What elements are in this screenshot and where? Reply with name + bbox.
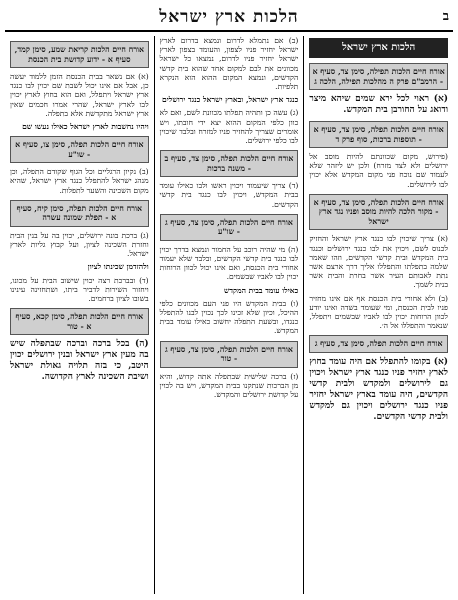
source-box: אורח חיים הלכות תפלה, סימן צד, סעיף ב - משנה ברכות	[160, 150, 299, 177]
bold-phrase: כנגד ארץ ישראל, ובארץ ישראל כנגד ירושלים	[162, 95, 299, 105]
source-box: אורח חיים הלכות קריאת שמע, סימן קמד, סעיף א - ידוע קדושת בית הכנסת	[10, 41, 149, 68]
paragraph: (ג) ברכת בונה ירושלים, יכוין בה על בנין הבית וחזרת השכינה לציון, ועל קבוץ גליות לארץ ישראל.	[9, 230, 149, 259]
paragraph: (ד) ובברכת רצה יכוין שישוב הבית על מכונו, ויחזור השירות לדביר ביתו, ושתחזינה עינינו בשובו לציון ברחמים.	[9, 275, 149, 304]
paragraph: (פירוש, מקום שכוונתם להיות מוסב אל ירושלים ולא לצד מזרח) ולכן יש ליזהר שלא לעמוד שם נוכח פני מקום המקדש אלא יכוין לבו לירושלים.	[309, 152, 448, 189]
paragraph: (א) בקומו להתפלל אם היה עומד בחוץ לארץ יחזיר פניו כנגד ארץ ישראל ויכוין גם לירושלים ולמקדש ולבית קדשי הקדשים, היה עומד בארץ ישראל יחזיר פניו כנגד ירושלים ויכוין גם למקדש ולבית קדשי הקדשים.	[309, 356, 448, 422]
paragraph: (ה) בכל ברכה וברכה שבתפלה שיש בה מעין ארץ ישראל ובנין ירושלים יכוין היטב, כי בזה תלויה גאולת ישראל ושיבת השכינה לארץ הקדושה.	[9, 339, 149, 383]
paragraph: (ו) בבית המקדש היו פני העם מכוונים כלפי ההיכל, וכיון שלא זכינו לכך נכוין לבנו להתפלל כנגדו, ובשעת התפלה יחשוב כאילו עומד בבית המקדש.	[159, 298, 299, 336]
source-box: אורח חיים הלכות תפלה, סימן קיח, סעיף א - תפלת שמונה עשרה	[10, 200, 149, 227]
source-box: אורח חיים הלכות תפלה, סימן צו, סעיף א - שו"ע	[10, 136, 149, 163]
source-box: אורח חיים הלכות תפילה, סימן צד, סעיף א - הרמב"ם פרק ה מהלכות תפילה, הלכה ג	[309, 63, 448, 90]
paragraph: (ב) ולא אחורי בית הכנסת אף אם אינו מחזיר פניו לבית הכנסת, ומי שעומד בשדה ואינו יודע לכוון הרוחות יכוין לבו לאביו שבשמים ויתפלל, שנאמר והתפללו אל ה׳.	[309, 293, 448, 331]
source-box: אורח חיים הלכות תפלה, סימן צד, סעיף ג - טור	[160, 341, 299, 368]
right-column	[304, 36, 453, 594]
paragraph: (ב) אם נתמלא לדרום ונמצא בדרום לארץ ישראל יחזיר פניו לצפון, והעומד בצפון לארץ ישראל יחזיר פניו לדרום, נמצאו כל ישראל מכוונים את לבם למקום אחד שהוא בית קדשי הקדשים, ונמצא המקום ההוא הוא הנקרא תלפיות.	[159, 36, 299, 92]
bold-phrase: כאילו עומד בבית המקדש	[224, 285, 299, 295]
source-box: אורח חיים הלכות תפלה, סימן צד, סעיף ג - שו"ע	[160, 214, 299, 241]
paragraph: (א) ראוי לכל ירא שמים שיהא מיצר ודואג על החורבן בית המקדש.	[309, 94, 448, 115]
paragraph: (ג) עשה כן ותהיה תפלתו מכוונת לשם, ואם לא כוון כלפי המקום ההוא יצא ידי חובתו, ויש אומרים שצריך להחזיר פניו למזרח ובלבד שיכוין לבו כלפי ירושלים.	[159, 108, 299, 146]
paragraph: (ב) נקיון הרגליים וכל הגוף שקודם התפלה, וכן מנהג ישראל להתפלל כנגד ארץ ישראל, שהיא מקום השכינה והשער לתפלות.	[9, 167, 149, 195]
paragraph: (ה) מי שהיה רוכב על החמור ונמצא בדרך יכוין לבו כנגד בית קדשי הקדשים, ובלבד שלא יעמוד אחורי בית הכנסת, ואם אינו יכול לכוון הרוחות יכוין לבו לאביו שבשמים.	[159, 244, 299, 282]
page-header	[5, 4, 453, 32]
columns	[5, 36, 453, 594]
bold-phrase: ויהיו נחשבות לארץ ישראל כאילו נעשו שם	[22, 122, 149, 132]
paragraph: (ז) ברכה שלישית שבתפלה אתה קדוש, והיא מן הברכות שנתקנו בבית המקדש, ויש בה לכוין על קדושת ירושלים והמקדש.	[159, 371, 299, 400]
source-box: אורח חיים הלכות תפלה, סימן צד, סעיף ג	[309, 335, 448, 353]
page-title: הלכות ארץ ישראל	[159, 7, 299, 27]
paragraph: (ד) צריך שיעמוד ויכוין ראשו ולבו כאילו עומד בבית המקדש, ויכוין לבו כנגד בית קדשי הקדשים.	[159, 181, 299, 209]
section-title: הלכות ארץ ישראל	[309, 38, 448, 58]
source-box: אורח חיים הלכות תפלה, סימן קכא, סעיף א - טור	[10, 308, 149, 335]
bold-phrase: ולהזדמן שכינתו לציון	[87, 262, 149, 272]
paragraph: (א) אם נשאר בבית הכנסת הזמן ללמוד יעשה כן, אבל אם אינו יכול לשבת שם יכוין לבו כנגד ארץ ישראל ויתפלל, ואם הוא בחוץ לארץ יכוין לבו לארץ ישראל, שהרי אמרו חכמים שאין ארץ ישראל מתקדשת אלא בתפלה.	[9, 72, 149, 118]
source-box: אורח חיים הלכות תפלה, סימן צד, סעיף א - תוספות ברכות, סוף פרק ד	[309, 121, 448, 148]
paragraph: (א) צריך שיכוין לבו כנגד ארץ ישראל והחזיק לכנוס לשם, ויכוין את לבו כנגד ירושלים וכנגד בית המקדש ובית קדשי הקדשים, וזהו שאמר שלמה בתפלתו והתפללו אליך דרך ארצם אשר נתת לאבותם העיר אשר בחרת והבית אשר בנית לשמך.	[309, 234, 448, 290]
source-box: אורח חיים הלכות תפלה, סימן צד, סעיף א - מקור הלכה להיות מוסב ופניו נגד ארץ ישראל	[309, 194, 448, 231]
middle-column	[155, 36, 305, 594]
left-column	[5, 36, 155, 594]
page-letter: ב	[442, 9, 449, 24]
